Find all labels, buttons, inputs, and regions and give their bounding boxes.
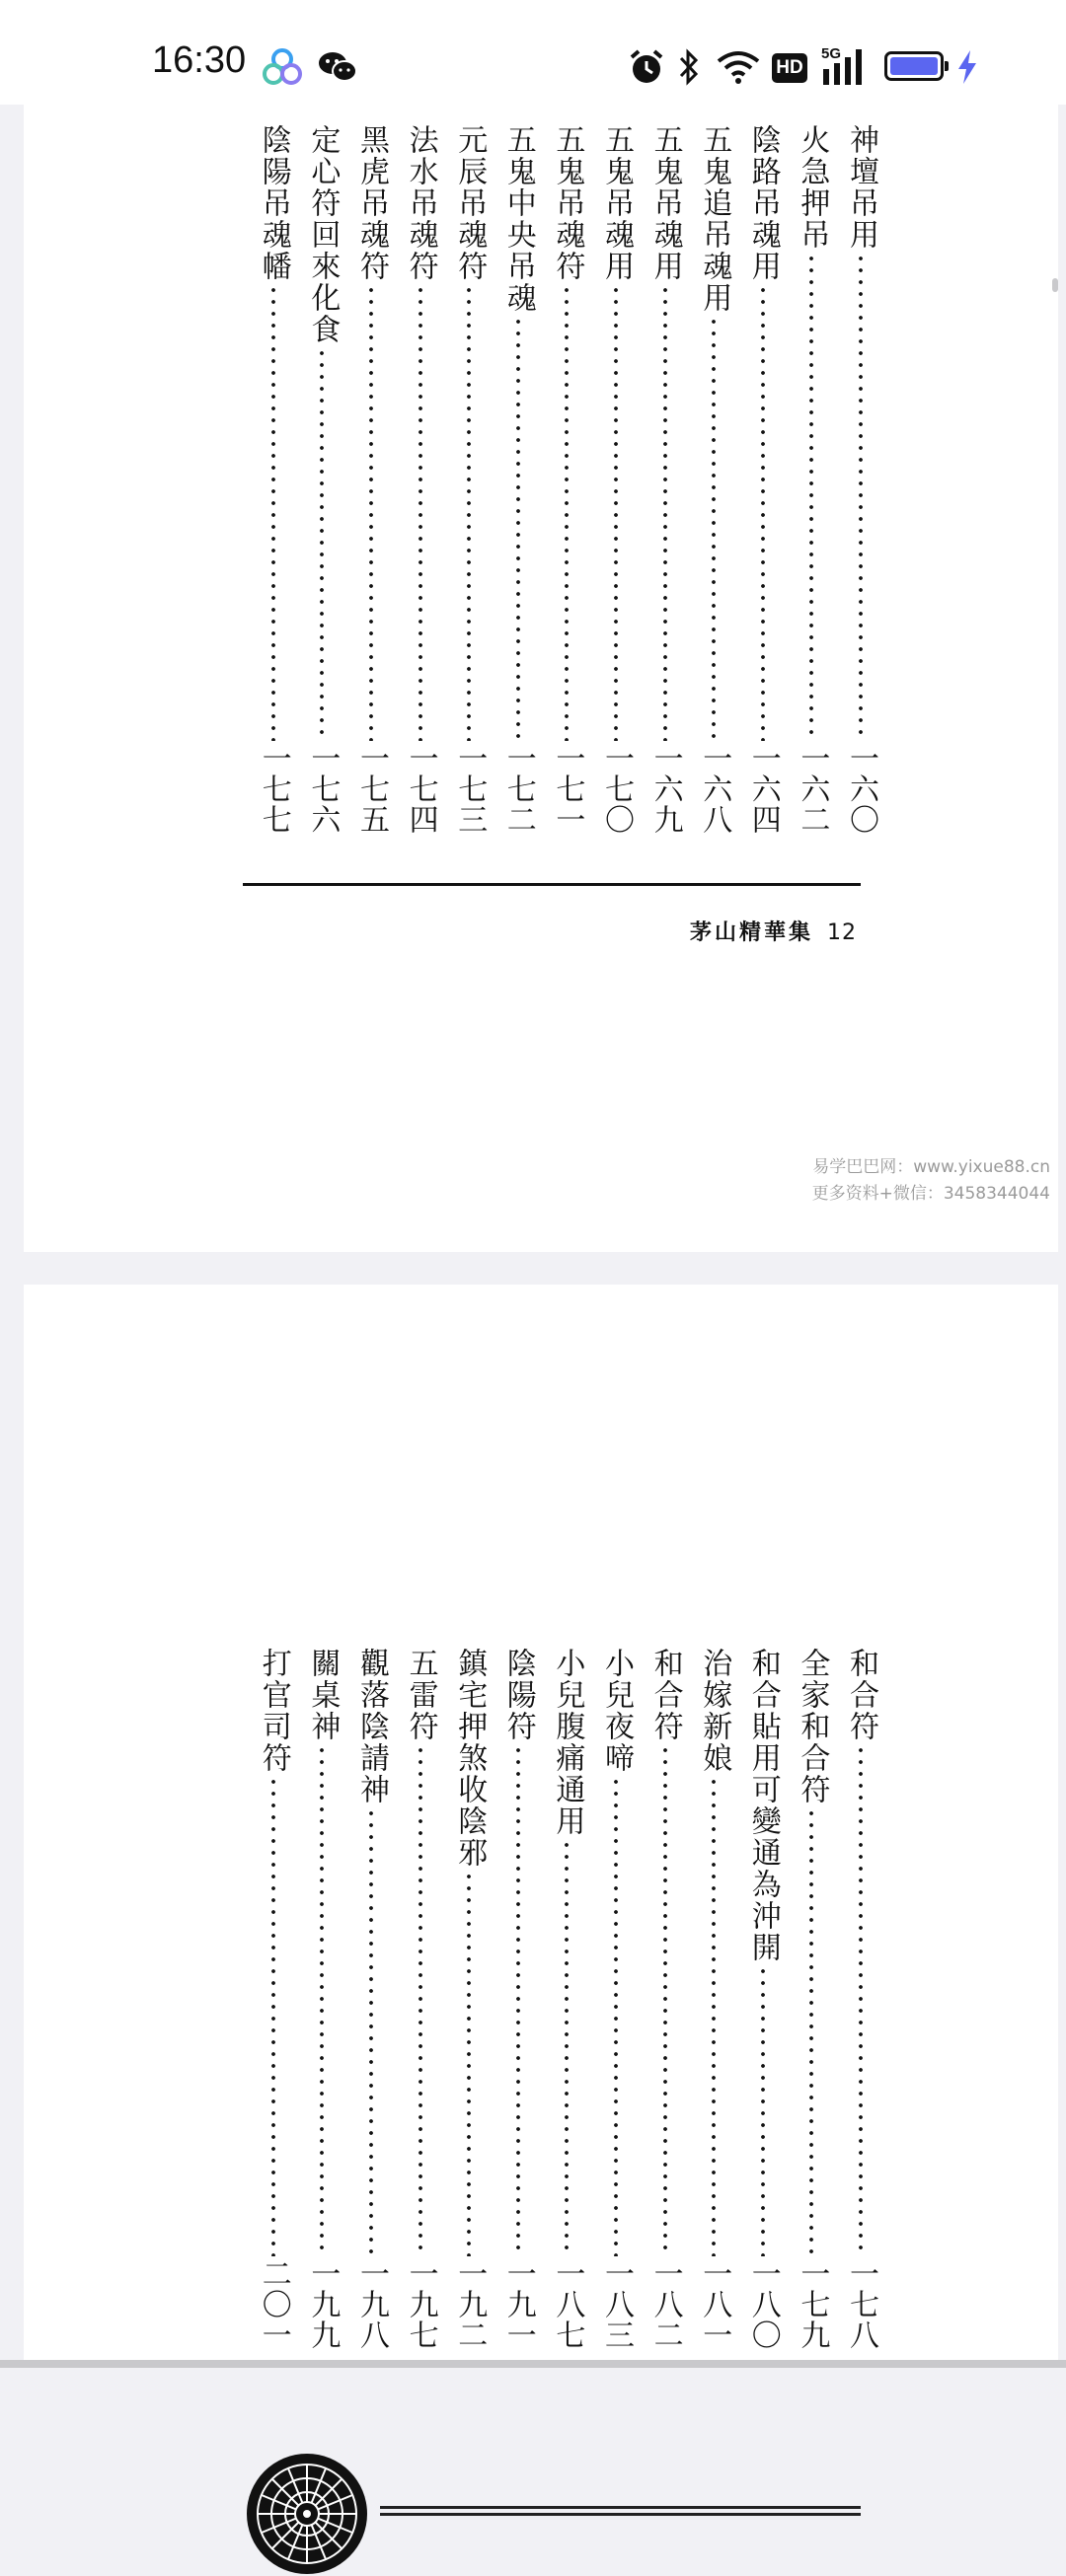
wifi-icon	[717, 49, 760, 85]
wechat-icon	[318, 49, 357, 85]
status-time: 16:30	[152, 39, 247, 81]
5g-signal-icon	[821, 45, 869, 87]
toc-entry	[547, 124, 586, 835]
toc-entry	[596, 124, 636, 835]
vertical-scroll-thumb[interactable]	[1052, 278, 1058, 292]
leader-dots	[565, 1839, 569, 2256]
leader-dots	[809, 253, 813, 741]
toc-entry-page: 一八三	[599, 2258, 634, 2350]
toc-entry-page: 一七一	[550, 743, 585, 835]
toc-entry-title: 鎮宅押煞收陰邪	[452, 1648, 488, 1869]
toc-entry-page: 一八七	[550, 2258, 585, 2350]
toc-entry-title: 全家和合符	[795, 1648, 830, 1805]
alarm-icon	[628, 47, 665, 87]
toc-entry-title: 神壇吊用	[844, 124, 878, 251]
toc-entry	[694, 124, 733, 835]
toc-entry	[547, 1648, 586, 2350]
toc-entry	[694, 1648, 733, 2350]
app-cluster-icon	[263, 47, 302, 87]
leader-dots	[320, 347, 324, 741]
toc-entry-title: 陰陽符	[500, 1648, 536, 1742]
toc-entry-title: 關桌神	[305, 1648, 341, 1742]
lotus-ornament-icon	[245, 2452, 369, 2576]
leader-dots	[419, 1744, 422, 2256]
toc-entry-title: 和合符	[647, 1648, 683, 1742]
horizontal-scrollbar[interactable]	[0, 2360, 1066, 2368]
leader-dots	[369, 284, 373, 741]
toc-entry	[302, 1648, 342, 2350]
toc-entry-page: 一九七	[403, 2258, 438, 2350]
toc-entry	[743, 124, 783, 835]
leader-dots	[369, 1807, 373, 2256]
watermark-line-1: 易学巴巴网：www.yixue88.cn	[812, 1157, 1050, 1177]
toc-entry-title: 法水吊魂符	[403, 124, 438, 282]
toc-entry-title: 黑虎吊魂符	[354, 124, 389, 282]
toc-entry-page: 一六九	[647, 743, 683, 835]
toc-entry-title: 小兒夜啼	[599, 1648, 634, 1774]
status-bar	[0, 0, 1066, 105]
toc-entry	[498, 1648, 538, 2350]
toc-entry	[449, 124, 489, 835]
toc-list	[24, 1285, 1058, 2368]
toc-entry	[792, 1648, 831, 2350]
leader-dots	[663, 1744, 667, 2256]
toc-entry-page: 一六〇	[844, 743, 878, 835]
leader-dots	[712, 316, 716, 741]
toc-entry-page: 一七六	[305, 743, 341, 835]
leader-dots	[761, 284, 765, 741]
toc-entry-page: 一九八	[354, 2258, 389, 2350]
toc-entry-page: 一九二	[452, 2258, 488, 2350]
toc-entry-page: 一九九	[305, 2258, 341, 2350]
leader-dots	[761, 1965, 765, 2256]
book-page-2[interactable]	[24, 1285, 1058, 2368]
footer-book-title: 茅山精華集	[689, 920, 813, 945]
toc-entry	[596, 1648, 636, 2350]
toc-entry-page: 一七〇	[599, 743, 634, 835]
leader-dots	[712, 1776, 716, 2256]
toc-entry-title: 五雷符	[403, 1648, 438, 1742]
toc-entry-page: 一七五	[354, 743, 389, 835]
toc-entry-page: 二〇一	[256, 2258, 291, 2350]
toc-entry	[449, 1648, 489, 2350]
charging-icon	[955, 49, 979, 85]
toc-entry	[351, 124, 391, 835]
toc-entry-page: 一九一	[500, 2258, 536, 2350]
leader-dots	[419, 284, 422, 741]
toc-entry-page: 一七四	[403, 743, 438, 835]
toc-entry-page: 一六四	[745, 743, 781, 835]
toc-entry	[792, 124, 831, 835]
toc-entry-title: 和合符	[844, 1648, 878, 1742]
toc-entry-page: 一八一	[697, 2258, 732, 2350]
toc-entry-page: 一七九	[795, 2258, 830, 2350]
toc-entry-page: 一七八	[844, 2258, 878, 2350]
toc-entry-title: 小兒腹痛通用	[550, 1648, 585, 1837]
hd-icon	[772, 53, 807, 83]
hd-label: HD	[776, 57, 803, 78]
battery-icon	[884, 51, 944, 81]
book-page-1[interactable]	[24, 105, 1058, 1252]
leader-dots	[467, 284, 471, 741]
toc-entry	[498, 124, 538, 835]
toc-entry	[743, 1648, 783, 2350]
toc-entry-page: 一六八	[697, 743, 732, 835]
toc-entry-title: 陰陽吊魂幡	[256, 124, 291, 282]
network-label: 5G	[821, 45, 842, 62]
toc-entry-title: 五鬼吊魂用	[599, 124, 634, 282]
toc-entry-title: 定心符回來化食	[305, 124, 341, 345]
bluetooth-icon	[677, 47, 701, 87]
toc-entry-title: 元辰吊魂符	[452, 124, 488, 282]
toc-entry	[401, 1648, 440, 2350]
toc-entry	[841, 1648, 880, 2350]
toc-entry	[254, 1648, 293, 2350]
toc-entry-title: 火急押吊	[795, 124, 830, 251]
toc-entry-title: 和合貼用可變通為沖開	[745, 1648, 781, 1963]
footer-page-number: 12	[827, 920, 857, 945]
leader-dots	[859, 253, 863, 741]
toc-entry	[646, 124, 685, 835]
leader-dots	[809, 1807, 813, 2256]
watermark-line-2: 更多资料+微信：3458344044	[811, 1184, 1050, 1204]
toc-entry-title: 五鬼追吊魂用	[697, 124, 732, 314]
toc-entry	[351, 1648, 391, 2350]
leader-dots	[663, 284, 667, 741]
leader-dots	[516, 316, 520, 741]
toc-entry	[254, 124, 293, 835]
leader-dots	[859, 1744, 863, 2256]
toc-entry-page: 一七二	[500, 743, 536, 835]
leader-dots	[614, 1776, 618, 2256]
toc-entry-title: 陰路吊魂用	[745, 124, 781, 282]
leader-dots	[565, 284, 569, 741]
toc-entry-page: 一六二	[795, 743, 830, 835]
toc-entry-title: 治嫁新娘	[697, 1648, 732, 1774]
leader-dots	[271, 284, 275, 741]
toc-entry	[302, 124, 342, 835]
double-rule	[380, 2506, 861, 2516]
toc-entry	[841, 124, 880, 835]
toc-entry-page: 一七七	[256, 743, 291, 835]
toc-entry	[401, 124, 440, 835]
toc-entry-title: 觀落陰請神	[354, 1648, 389, 1805]
page-footer	[690, 916, 857, 946]
toc-entry-title: 打官司符	[256, 1648, 291, 1774]
toc-entry-page: 一七三	[452, 743, 488, 835]
leader-dots	[516, 1744, 520, 2256]
toc-entry-title: 五鬼吊魂符	[550, 124, 585, 282]
leader-dots	[271, 1776, 275, 2256]
toc-entry-title: 五鬼吊魂用	[647, 124, 683, 282]
watermark	[812, 1154, 1050, 1208]
toc-entry-page: 一八二	[647, 2258, 683, 2350]
leader-dots	[320, 1744, 324, 2256]
toc-entry-page: 一八〇	[745, 2258, 781, 2350]
toc-entry	[646, 1648, 685, 2350]
leader-dots	[614, 284, 618, 741]
toc-list	[24, 105, 1058, 1252]
toc-entry-title: 五鬼中央吊魂	[500, 124, 536, 314]
leader-dots	[467, 1871, 471, 2256]
section-rule	[243, 883, 861, 886]
